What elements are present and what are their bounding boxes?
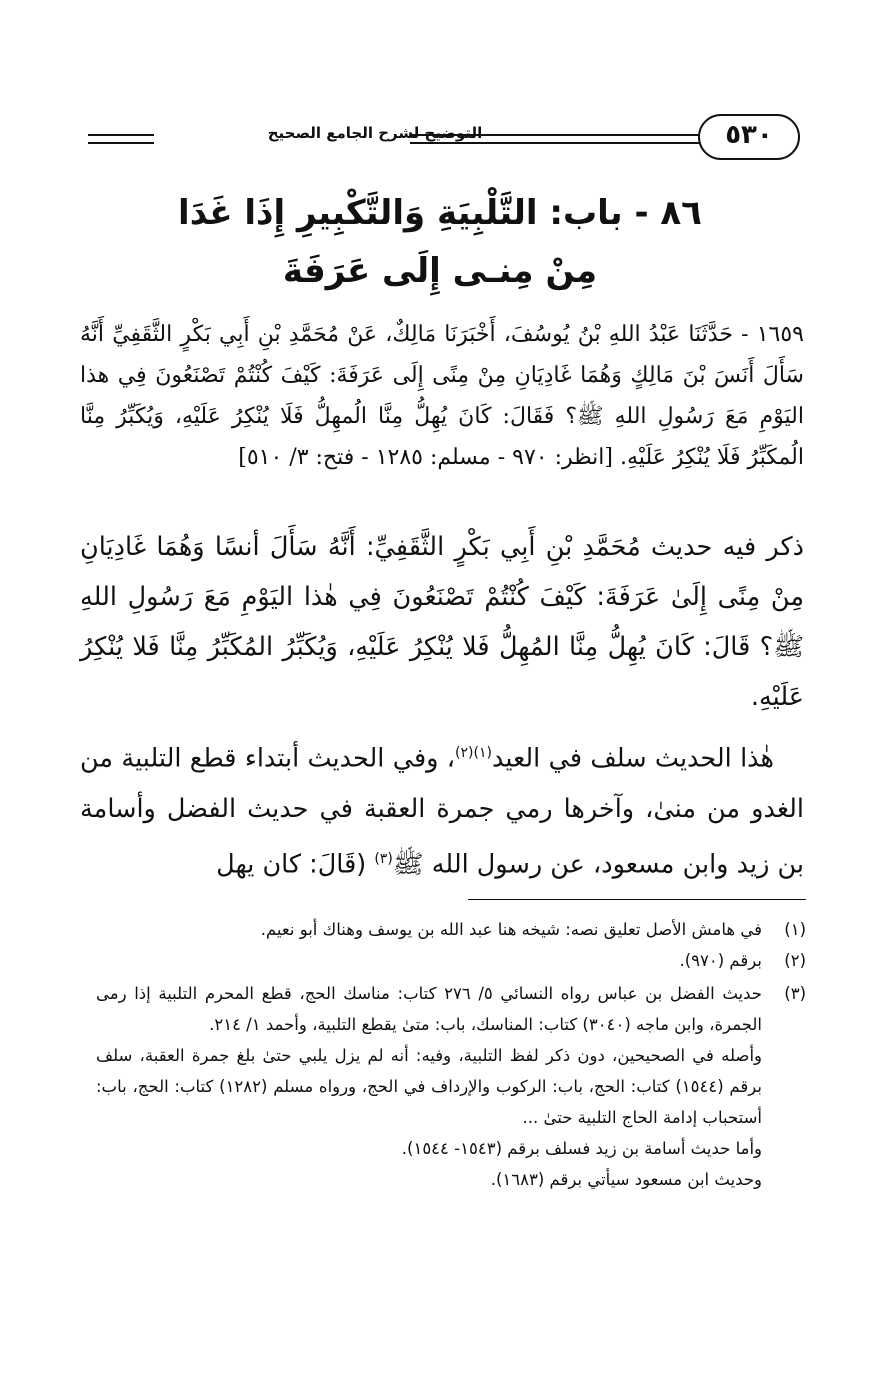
commentary-p2-start: هٰذا الحديث سلف في العيد — [491, 743, 775, 774]
footnote-text: وأصله في الصحيحين، دون ذكر لفظ التلبية، وفيه: أنه لم يزل يلبي حتىٰ بلغ جمرة العقبة، سلف برقم (١٥٤٤) كتاب: الحج، باب: الركوب والإرداف في الحج، ورواه مسلم (١٢٨٢) كتاب: الحج، باب: أستحباب إدامة الحاج التلبية حتىٰ ... — [96, 1046, 762, 1127]
footnote-separator — [468, 899, 806, 900]
footnotes — [96, 914, 806, 1195]
commentary — [80, 522, 804, 889]
footnote-marks-1-2: (١)(٢) — [455, 745, 492, 761]
page-number: ٥٣٠ — [725, 120, 773, 150]
footnote-mark-3: (٣) — [374, 850, 393, 867]
footnote-continuation — [96, 1133, 806, 1164]
commentary-paragraph-2 — [80, 728, 804, 889]
commentary-paragraph-1: ذكر فيه حديث مُحَمَّدِ بْنِ أَبِي بَكْرٍ الثَّقَفِيِّ: أَنَّهُ سَأَلَ أنسًا وَهُمَا غَادِيَانِ مِنْ مِنًى إِلَىٰ عَرَفَةَ: كَيْفَ كُنْتُمْ تَصْنَعُونَ فِي هٰذا اليَوْمِ مَعَ رَسُولِ اللهِ ﷺ؟ قَالَ: كَانَ يُهِلُّ مِنَّا المُهِلُّ فَلا يُنْكِرُ عَلَيْهِ، وَيُكَبِّرُ المُكَبِّرُ مِنَّا فَلا يُنْكِرُ عَلَيْهِ. — [80, 532, 804, 712]
page-number-badge — [698, 114, 800, 160]
hadith-reference: [انظر: ٩٧٠ - مسلم: ١٢٨٥ - فتح: ٣/ ٥١٠] — [238, 445, 614, 470]
hadith-text — [80, 314, 804, 478]
commentary-p2-middle: ، وفي الحديث أبتداء قطع التلبية من الغدو من منىٰ، وآخرها رمي جمرة العقبة في حديث الفضل وأسامة بن زيد وابن مسعود، عن رسول الله ﷺ — [80, 743, 804, 879]
footnote-number: (٢) — [784, 951, 806, 970]
footnote-text: وأما حديث أسامة بن زيد فسلف برقم (١٥٤٣- ١٥٤٤). — [401, 1139, 762, 1158]
footnote-text: برقم (٩٧٠). — [679, 951, 762, 970]
running-title: التوضيح لشرح الجامع الصحيح — [267, 124, 483, 142]
footnote-continuation — [96, 1164, 806, 1195]
footnote-text: وحديث ابن مسعود سيأتي برقم (١٦٨٣). — [490, 1170, 762, 1189]
header-rule-right-top — [410, 134, 700, 136]
header-rule-left-bottom — [88, 142, 154, 144]
chapter-title-line2: مِنْ مِنـى إِلَى عَرَفَةَ — [282, 251, 598, 291]
footnote-item — [96, 945, 806, 976]
footnote-number: (١) — [784, 920, 806, 939]
footnote-text: حديث الفضل بن عباس رواه النسائي ٥/ ٢٧٦ كتاب: مناسك الحج، قطع المحرم التلبية إذا رمى الجمرة، وابن ماجه (٣٠٤٠) كتاب: المناسك، باب: متىٰ يقطع التلبية، وأحمد ١/ ٢١٤. — [96, 984, 762, 1034]
page-header — [88, 112, 808, 162]
footnote-continuation — [96, 1040, 806, 1133]
footnote-number: (٣) — [784, 984, 806, 1003]
footnote-item — [96, 914, 806, 945]
header-rule-left-top — [88, 134, 154, 136]
chapter-title-line1: ٨٦ - باب: التَّلْبِيَةِ وَالتَّكْبِيرِ إِذَا غَدَا — [178, 193, 702, 233]
header-rule-right-bottom — [410, 142, 700, 144]
hadith-body: ١٦٥٩ - حَدَّثَنَا عَبْدُ اللهِ بْنُ يُوسُفَ، أَخْبَرَنَا مَالِكٌ، عَنْ مُحَمَّدِ بْنِ أَبِي بَكْرٍ الثَّقَفِيِّ أَنَّهُ سَأَلَ أَنَسَ بْنَ مَالِكٍ وَهُمَا غَادِيَانِ مِنْ مِنًى إِلَى عَرَفَةَ: كَيْفَ كُنْتُمْ تَصْنَعُونَ فِي هذا اليَوْمِ مَعَ رَسُولِ اللهِ ﷺ؟ فَقَالَ: كَانَ يُهِلُّ مِنَّا الُمهِلُّ فَلَا يُنْكِرُ عَلَيْهِ، وَيُكَبِّرُ مِنَّا الُمكَبِّرُ فَلَا يُنْكِرُ عَلَيْهِ. — [80, 322, 804, 470]
footnote-text: في هامش الأصل تعليق نصه: شيخه هنا عبد الله بن يوسف وهناك أبو نعيم. — [260, 920, 762, 939]
commentary-p2-end: (قَالَ: كان يهل — [216, 849, 375, 879]
footnote-item — [96, 978, 806, 1040]
